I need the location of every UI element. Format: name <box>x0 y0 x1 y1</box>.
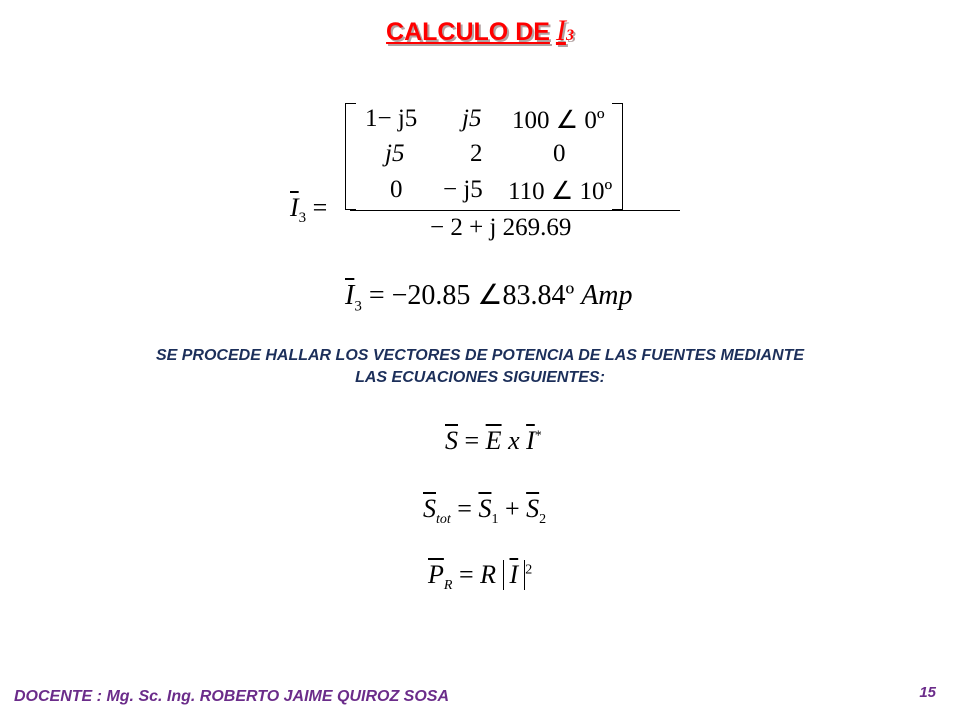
matrix-cell: 110 ∠ 10º <box>508 178 613 205</box>
total-power-equation: $\overline{S}_{tot} = \overline{S}_1 + \overline{S}_2$ <box>423 494 547 528</box>
matrix-left-bracket <box>345 103 356 210</box>
slide-title <box>0 14 960 48</box>
footer-author: DOCENTE : Mg. Sc. Ing. ROBERTO JAIME QUIROZ SOSA <box>14 688 449 705</box>
instruction-text: SE PROCEDE HALLAR LOS VECTORES DE POTENCIA DE LAS FUENTES MEDIANTE LAS ECUACIONES SIGUIENTES: <box>155 347 805 386</box>
formula-denominator: − 2 + j 269.69 <box>430 214 572 241</box>
matrix-cell: 0 <box>390 176 403 203</box>
title-text: CALCULO DE <box>386 18 550 46</box>
fraction-line <box>350 210 680 211</box>
formula-lhs: $\overline{I}_3$ = <box>290 193 328 227</box>
matrix-cell: 2 <box>470 140 483 167</box>
matrix-right-bracket <box>612 103 623 210</box>
matrix-cell: j5 <box>462 105 482 132</box>
matrix-cell: j5 <box>385 140 405 167</box>
page-number: 15 <box>919 684 936 701</box>
matrix-cell: 1− j5 <box>365 105 418 132</box>
power-equation: $\overline{S} = \overline{E}$ x $\overline{I}^*$ <box>445 426 542 455</box>
result-formula: $\overline{I}_3 = -20.85$ ∠83.84º Amp <box>345 280 633 315</box>
matrix-cell: 100 ∠ 0º <box>512 107 605 134</box>
resistive-power-equation: $\overline{P}_R = R$ $\overline{I}$ $^2$ <box>428 560 533 594</box>
title-variable: I <box>555 14 566 47</box>
matrix-cell: − j5 <box>443 176 483 203</box>
title-subscript: 3 <box>565 27 574 44</box>
matrix-cell: 0 <box>553 140 566 167</box>
